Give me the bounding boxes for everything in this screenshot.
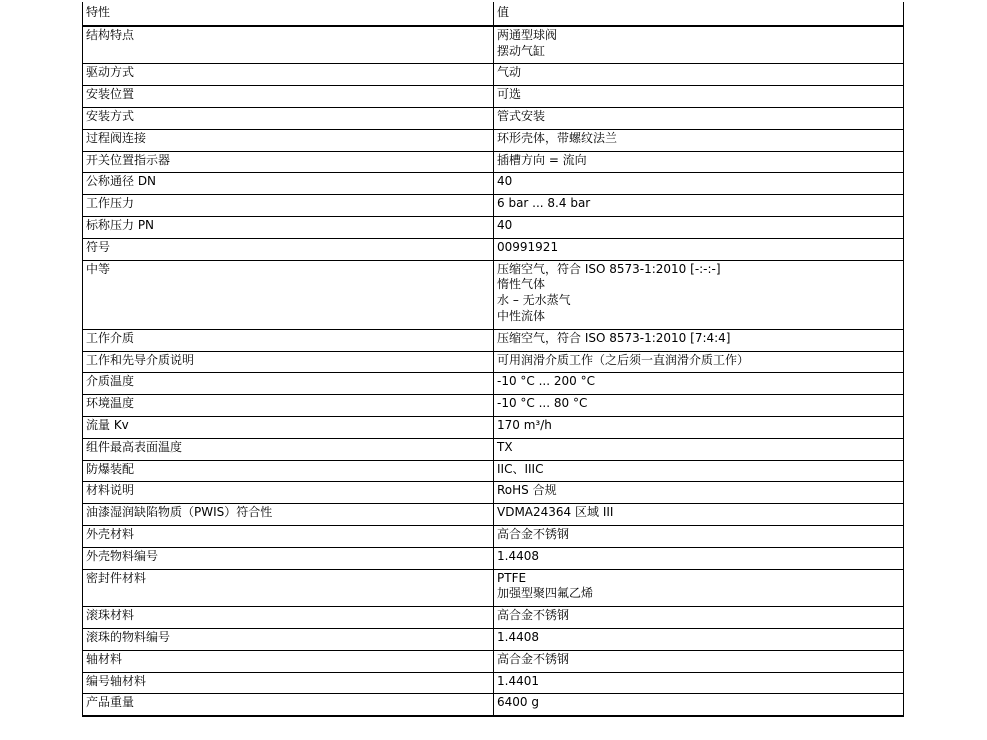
property-cell: 产品重量 bbox=[83, 694, 494, 716]
value-cell bbox=[494, 238, 904, 260]
value-cell bbox=[494, 26, 904, 64]
value-cell bbox=[494, 694, 904, 716]
value-line: 高合金不锈钢 bbox=[497, 526, 570, 541]
property-cell: 外壳材料 bbox=[83, 525, 494, 547]
property-cell: 防爆装配 bbox=[83, 460, 494, 482]
property-cell: 油漆湿润缺陷物质（PWIS）符合性 bbox=[83, 504, 494, 526]
header-property: 特性 bbox=[83, 2, 494, 26]
value-cell bbox=[494, 129, 904, 151]
table-row bbox=[83, 438, 904, 460]
table-row bbox=[83, 86, 904, 108]
value-line: 6 bar ... 8.4 bar bbox=[497, 196, 591, 211]
table-row bbox=[83, 260, 904, 329]
table-row bbox=[83, 351, 904, 373]
value-line: 6400 g bbox=[497, 695, 539, 710]
value-cell bbox=[494, 351, 904, 373]
value-cell bbox=[494, 86, 904, 108]
value-line: 摆动气缸 bbox=[497, 43, 546, 58]
value-cell bbox=[494, 216, 904, 238]
value-line: 可用润滑介质工作（之后须一直润滑介质工作） bbox=[497, 352, 750, 367]
value-line: 水 – 无水蒸气 bbox=[497, 293, 571, 308]
table-row bbox=[83, 238, 904, 260]
value-line: 气动 bbox=[497, 65, 522, 80]
value-line: 1.4408 bbox=[497, 548, 539, 563]
property-cell: 组件最高表面温度 bbox=[83, 438, 494, 460]
value-cell bbox=[494, 107, 904, 129]
property-cell: 轴材料 bbox=[83, 650, 494, 672]
value-line: PTFE bbox=[497, 570, 527, 585]
table-row bbox=[83, 547, 904, 569]
value-cell bbox=[494, 650, 904, 672]
property-cell: 工作和先导介质说明 bbox=[83, 351, 494, 373]
value-cell bbox=[494, 260, 904, 329]
value-line: 惰性气体 bbox=[497, 277, 546, 292]
value-cell bbox=[494, 482, 904, 504]
value-cell bbox=[494, 547, 904, 569]
value-line: 加强型聚四氟乙烯 bbox=[497, 586, 594, 601]
property-cell: 开关位置指示器 bbox=[83, 151, 494, 173]
value-line: 插槽方向 = 流向 bbox=[497, 152, 587, 167]
property-cell: 中等 bbox=[83, 260, 494, 329]
spec-table bbox=[82, 2, 904, 717]
table-row bbox=[83, 416, 904, 438]
value-line: IIC、IIIC bbox=[497, 461, 544, 476]
value-cell bbox=[494, 460, 904, 482]
value-cell bbox=[494, 628, 904, 650]
value-cell bbox=[494, 504, 904, 526]
property-cell: 滚珠材料 bbox=[83, 607, 494, 629]
property-cell: 材料说明 bbox=[83, 482, 494, 504]
table-row bbox=[83, 504, 904, 526]
property-cell: 安装方式 bbox=[83, 107, 494, 129]
table-row bbox=[83, 107, 904, 129]
table-row bbox=[83, 395, 904, 417]
table-row bbox=[83, 569, 904, 607]
property-cell: 驱动方式 bbox=[83, 64, 494, 86]
table-header-row bbox=[83, 2, 904, 26]
value-line: -10 °C ... 200 °C bbox=[497, 374, 595, 389]
value-line: RoHS 合规 bbox=[497, 483, 557, 498]
table-row bbox=[83, 151, 904, 173]
value-line: 两通型球阀 bbox=[497, 27, 558, 42]
table-row bbox=[83, 329, 904, 351]
property-cell: 编号轴材料 bbox=[83, 672, 494, 694]
value-cell bbox=[494, 438, 904, 460]
value-cell bbox=[494, 329, 904, 351]
value-line: 高合金不锈钢 bbox=[497, 608, 570, 623]
property-cell: 流量 Kv bbox=[83, 416, 494, 438]
value-cell bbox=[494, 151, 904, 173]
table-row bbox=[83, 482, 904, 504]
table-row bbox=[83, 216, 904, 238]
value-cell bbox=[494, 607, 904, 629]
header-value: 值 bbox=[494, 2, 904, 26]
value-line: 可选 bbox=[497, 87, 522, 102]
value-line: 1.4408 bbox=[497, 629, 539, 644]
value-line: 40 bbox=[497, 174, 513, 189]
property-cell: 安装位置 bbox=[83, 86, 494, 108]
table-row bbox=[83, 129, 904, 151]
value-line: 高合金不锈钢 bbox=[497, 651, 570, 666]
value-cell bbox=[494, 64, 904, 86]
value-line: 压缩空气，符合 ISO 8573-1:2010 [7:4:4] bbox=[497, 330, 731, 345]
value-line: 00991921 bbox=[497, 239, 559, 254]
property-cell: 介质温度 bbox=[83, 373, 494, 395]
value-cell bbox=[494, 373, 904, 395]
table-row bbox=[83, 26, 904, 64]
value-line: VDMA24364 区域 III bbox=[497, 505, 614, 520]
table-row bbox=[83, 607, 904, 629]
value-line: 压缩空气，符合 ISO 8573-1:2010 [-:-:-] bbox=[497, 261, 721, 276]
table-row bbox=[83, 460, 904, 482]
table-row bbox=[83, 64, 904, 86]
property-cell: 密封件材料 bbox=[83, 569, 494, 607]
property-cell: 工作压力 bbox=[83, 195, 494, 217]
property-cell: 外壳物料编号 bbox=[83, 547, 494, 569]
table-row bbox=[83, 173, 904, 195]
table-row bbox=[83, 195, 904, 217]
value-line: 1.4401 bbox=[497, 673, 539, 688]
table-row bbox=[83, 373, 904, 395]
value-cell bbox=[494, 173, 904, 195]
property-cell: 环境温度 bbox=[83, 395, 494, 417]
property-cell: 标称压力 PN bbox=[83, 216, 494, 238]
value-line: 管式安装 bbox=[497, 108, 546, 123]
property-cell: 公称通径 DN bbox=[83, 173, 494, 195]
spec-table-body bbox=[83, 2, 904, 716]
value-cell bbox=[494, 195, 904, 217]
property-cell: 符号 bbox=[83, 238, 494, 260]
property-cell: 过程阀连接 bbox=[83, 129, 494, 151]
property-cell: 滚珠的物料编号 bbox=[83, 628, 494, 650]
table-row bbox=[83, 672, 904, 694]
value-cell bbox=[494, 395, 904, 417]
property-cell: 工作介质 bbox=[83, 329, 494, 351]
table-row bbox=[83, 694, 904, 716]
value-line: 40 bbox=[497, 217, 513, 232]
value-cell bbox=[494, 569, 904, 607]
table-row bbox=[83, 650, 904, 672]
table-row bbox=[83, 525, 904, 547]
table-row bbox=[83, 628, 904, 650]
value-cell bbox=[494, 525, 904, 547]
value-line: 中性流体 bbox=[497, 308, 546, 323]
value-line: -10 °C ... 80 °C bbox=[497, 396, 588, 411]
value-cell bbox=[494, 672, 904, 694]
value-line: 170 m³/h bbox=[497, 417, 552, 432]
property-cell: 结构特点 bbox=[83, 26, 494, 64]
value-line: 环形壳体，带螺纹法兰 bbox=[497, 130, 618, 145]
value-cell bbox=[494, 416, 904, 438]
value-line: TX bbox=[497, 439, 513, 454]
